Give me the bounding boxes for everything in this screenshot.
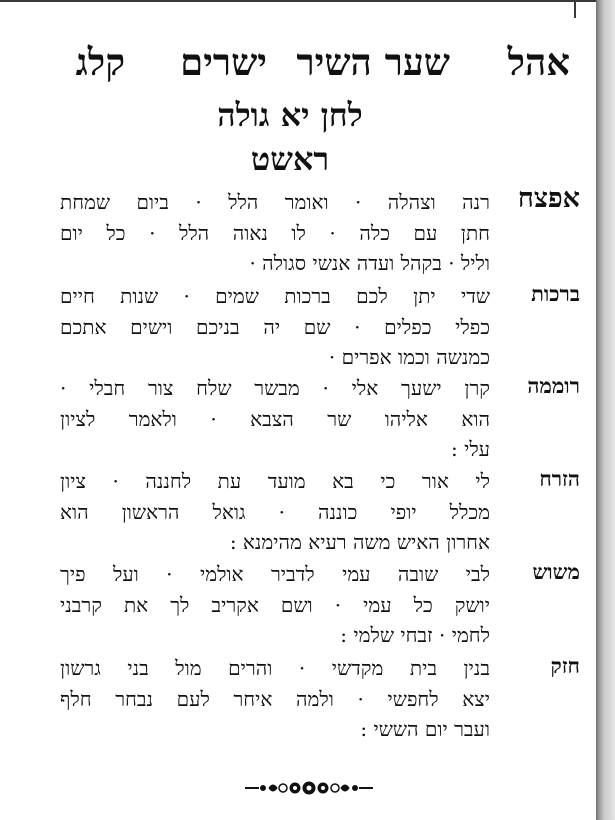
running-header [40, 40, 570, 90]
verse-line: יושק כל עמי · ושם אקריב לך את קרבני [60, 592, 490, 617]
page-number: קלג [75, 40, 125, 84]
poem-heading: ראשט [250, 140, 330, 178]
stanza-label: אפצח [517, 183, 580, 214]
stanza-text [60, 653, 490, 745]
stanza-label: משוש [532, 559, 580, 584]
stanza-text [60, 373, 490, 465]
verse-line: לחמי · זבחי שלמי : [340, 623, 490, 647]
verse-line: לי אור כי בא מועד עת לחננה · ציון [60, 469, 490, 493]
page-corner-mark [574, 0, 576, 18]
verse-line: בנין בית מקדשי · והרים מול בני גרשון [60, 656, 490, 680]
verse-line: עלי : [450, 437, 490, 461]
verse-line: כפלי כפלים · שם יה בניכם וישים אתכם [60, 314, 490, 339]
header-book-title: אהל [507, 40, 570, 84]
stanza-label: חזק [550, 653, 580, 678]
stanza-text [60, 559, 490, 651]
verse-line: מכלל יופי כוננה · גואל הראשון הוא [60, 499, 490, 524]
stanza-label: הזרח [539, 466, 580, 491]
verse-line: אחרון האיש משה רעיא מהימנא : [229, 530, 490, 554]
verse-line: קרן ישעך אלי · מבשר שלח צור חבלי · [60, 376, 490, 400]
melody-heading: לחן יא גולה [217, 96, 363, 134]
page-edge-shadow [596, 0, 615, 820]
header-section-title: שער השיר [296, 40, 450, 84]
stanza-text [60, 281, 490, 373]
ornament-divider [243, 780, 375, 796]
verse-line: יצא לחפשי · ולמה איחר לעם נבחר חלף [60, 686, 490, 711]
verse-line: שדי יתן לכם ברכות שמים · שנות חיים [60, 284, 490, 308]
stanza-label: רוממה [527, 373, 580, 398]
verse-line: וליל · בקהל ועדה אנשי סגולה · [249, 251, 490, 275]
verse-line: כמנשה וכמו אפרים · [328, 345, 490, 369]
verse-line: חתן עם כלה · לו נאוה הלל · כל יום [60, 220, 490, 245]
verse-line: ועבר יום הששי : [360, 717, 490, 741]
verse-line: הוא אליהו שר הצבא · ולאמר לציון [60, 406, 490, 431]
verse-line: רנה וצהלה · ואומר הלל · ביום שמחת [60, 190, 490, 214]
header-subsection-title: ישרים [180, 40, 267, 84]
stanza-label: ברכות [531, 281, 580, 306]
verse-line: לבי שובה עמי לדביר אולמי · ועל פיך [60, 562, 490, 586]
page-top-border [0, 0, 596, 2]
stanza-text [60, 187, 490, 279]
stanza-text [60, 466, 490, 558]
